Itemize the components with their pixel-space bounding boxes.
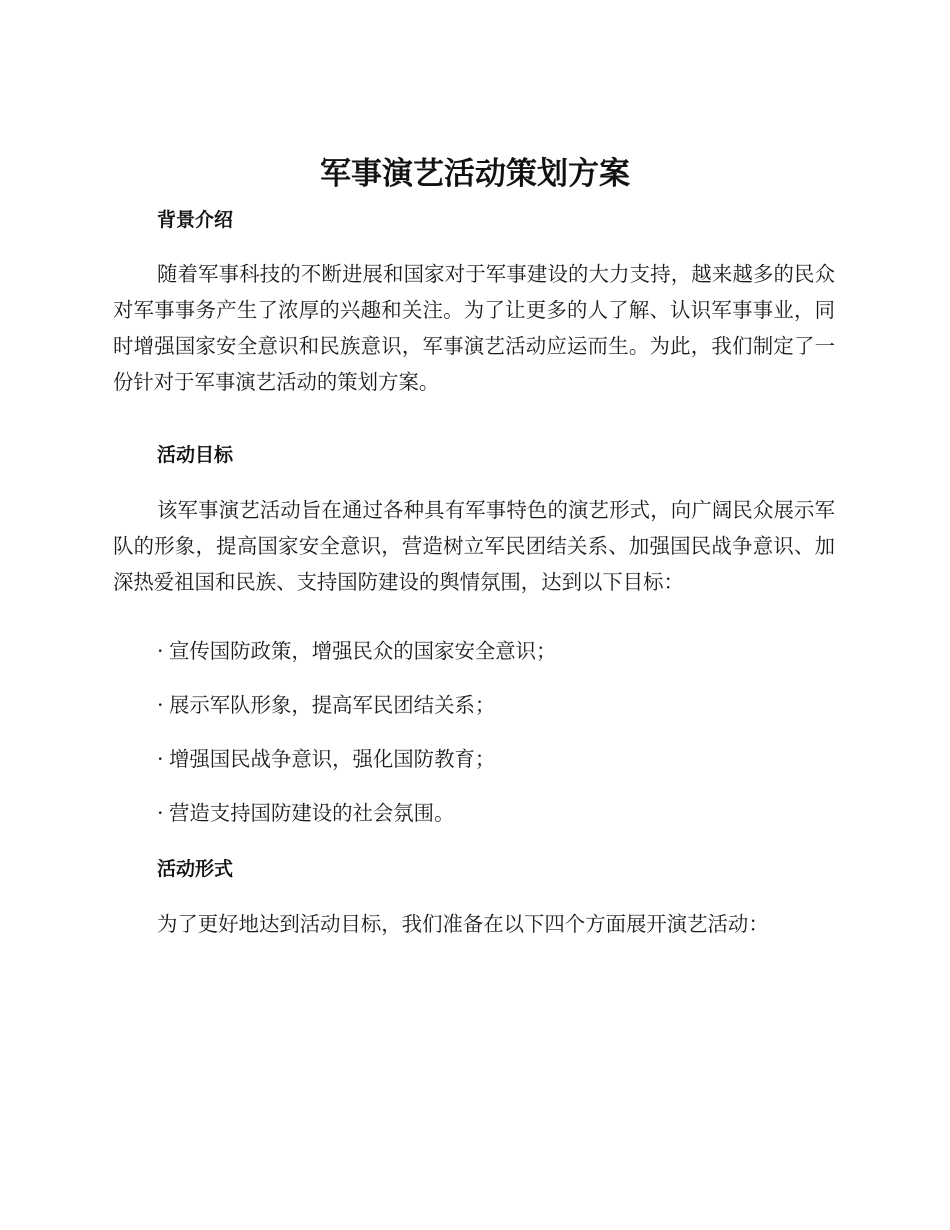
- section-heading-goals: 活动目标: [157, 444, 234, 466]
- paragraph-goals: 该军事演艺活动旨在通过各种具有军事特色的演艺形式，向广阔民众展示军队的形象，提高国家安全意识，营造树立军民团结关系、加强国民战争意识、加深热爱祖国和民族、支持国防建设的舆情氛围，达到以下目标：: [113, 498, 835, 594]
- section-heading-background: 背景介绍: [157, 209, 234, 231]
- list-item: [157, 636, 556, 666]
- bullet-dot: ·: [157, 801, 164, 825]
- list-item: [157, 744, 495, 774]
- list-item: [157, 690, 495, 720]
- list-item-text: 营造支持国防建设的社会氛围。: [169, 801, 455, 825]
- paragraph-format: 为了更好地达到活动目标，我们准备在以下四个方面展开演艺活动：: [157, 912, 769, 936]
- bullet-dot: ·: [157, 639, 164, 663]
- section-heading-format: 活动形式: [157, 858, 234, 880]
- bullet-dot: ·: [157, 693, 164, 717]
- paragraph-background: 随着军事科技的不断进展和国家对于军事建设的大力支持，越来越多的民众对军事事务产生了浓厚的兴趣和关注。为了让更多的人了解、认识军事事业，同时增强国家安全意识和民族意识，军事演艺活动应运而生。为此，我们制定了一份针对于军事演艺活动的策划方案。: [113, 262, 835, 394]
- list-item: [157, 798, 454, 828]
- list-item-text: 展示军队形象，提高军民团结关系；: [169, 693, 496, 717]
- list-item-text: 宣传国防政策，增强民众的国家安全意识；: [169, 639, 557, 663]
- bullet-dot: ·: [157, 747, 164, 771]
- list-item-text: 增强国民战争意识，强化国防教育；: [169, 747, 496, 771]
- document-title: 军事演艺活动策划方案: [320, 156, 630, 192]
